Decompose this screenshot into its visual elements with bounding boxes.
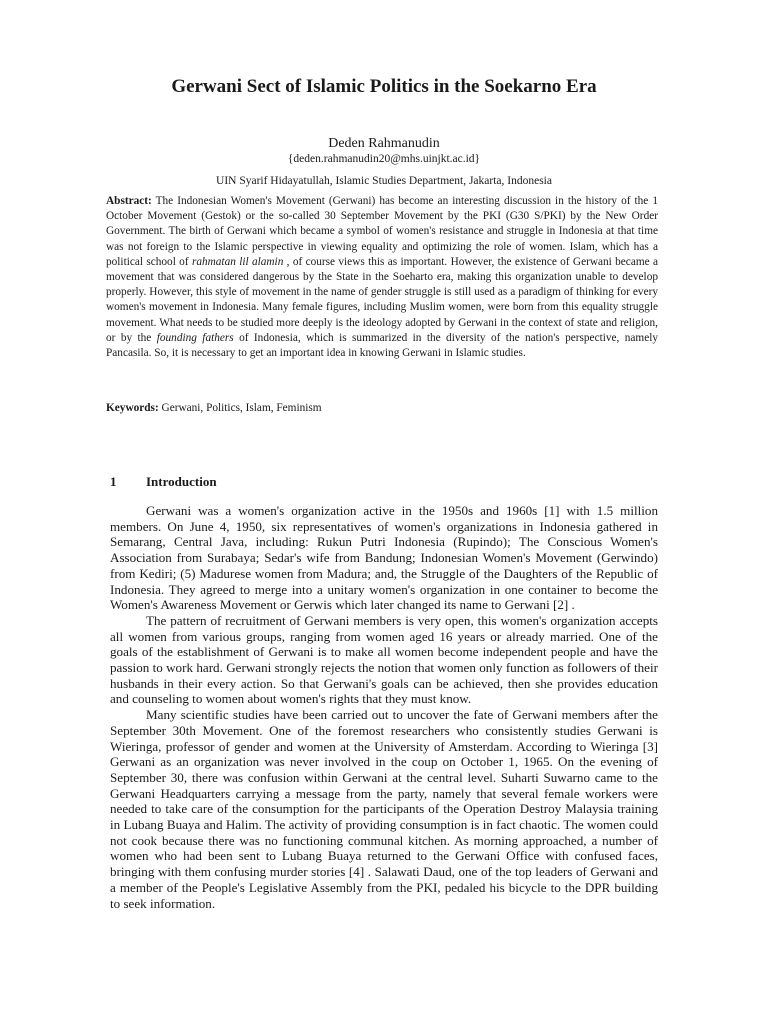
section-title: Introduction <box>146 474 217 489</box>
paragraph: Gerwani was a women's organization active in the 1950s and 1960s [1] with 1.5 million members. On June 4, 1950, six representatives of women's organizations in Indonesia gathered in Semarang, Central Java, including: Rukun Putri Indonesia (Rupindo); The Conscious Women's Association from Surabaya; Sedar's wife from Bandung; Indonesian Women's Movement (Gerwindo) from Kediri; (5) Madurese women from Madura; and, the Struggle of the Daughters of the Republic of Indonesia. They agreed to merge into a unitary women's organization in one container to become the Women's Awareness Movement or Gerwis which later changed its name to Gerwani [2] . <box>110 503 658 613</box>
author-affiliation: UIN Syarif Hidayatullah, Islamic Studies Department, Jakarta, Indonesia <box>216 175 552 187</box>
keywords-text: Gerwani, Politics, Islam, Feminism <box>158 402 322 414</box>
abstract-label: Abstract: <box>106 195 152 207</box>
abstract-text-3: of Indonesia, which is summarized in the diversity of the nation's perspective, namely Pancasila. So, it is necessary to get an important idea in knowing Gerwani in Islamic studies. <box>106 331 659 360</box>
paragraph: The pattern of recruitment of Gerwani members is very open, this women's organization accepts all women from various groups, ranging from women aged 16 years or already married. One of the goals of the establishment of Gerwani is to make all women become independent people and have the passion to work hard. Gerwani strongly rejects the notion that women only function as followers of their husbands in their every action. So that Gerwani's goals can be achieved, then she provides education and counseling to women about women's rights that they must know. <box>110 612 658 707</box>
keywords-label: Keywords: <box>106 402 159 414</box>
section-heading <box>110 474 217 490</box>
author-name: Deden Rahmanudin <box>328 136 440 151</box>
abstract-text-1: The Indonesian Women's Movement (Gerwani) has become an interesting discussion in the history of the 1 October Movement (Gestok) or the so-called 30 September Movement by the PKI (G30 S/PKI) by the New Order Government. The birth of Gerwani which became a symbol of women's resistance and struggle in Indonesia at that time was not foreign to the Islamic perspective in viewing equality and optimizing the role of women. Islam, which has a political school of <box>106 195 658 268</box>
abstract-italic-term-1: rahmatan lil alamin <box>191 255 284 268</box>
body-text <box>110 503 658 911</box>
abstract-text-2: , of course views this as important. However, the existence of Gerwani became a movement that was considered dangerous by the State in the Soeharto era, making this organization unable to develop properly. However, this style of movement in the name of gender struggle is still used as a paradigm of thinking for every women's movement in Indonesia. Many female figures, including Muslim women, were born from this equality struggle movement. What needs to be studied more deeply is the ideology adopted by Gerwani in the context of state and religion, or by the <box>106 255 658 344</box>
section-number: 1 <box>110 474 117 489</box>
keywords <box>106 401 658 416</box>
author-email: {deden.rahmanudin20@mhs.uinjkt.ac.id} <box>287 153 481 165</box>
abstract <box>106 194 658 361</box>
paper-title: Gerwani Sect of Islamic Politics in the Soekarno Era <box>171 76 597 97</box>
paragraph: Many scientific studies have been carried out to uncover the fate of Gerwani members after the September 30th Movement. One of the foremost researchers who consistently studies Gerwani is Wieringa, professor of gender and women at the University of Amsterdam. According to Wieringa [3] Gerwani as an organization was never involved in the coup on October 1, 1965. On the evening of September 30, there was confusion within Gerwani at the central level. Suharti Suwarno came to the Gerwani Headquarters carrying a message from the party, namely that several female workers were needed to take care of the consumption for the participants of the Operation Destroy Malaysia training in Lubang Buaya and Halim. The activity of providing consumption is in fact chaotic. The women could not cook because there was no functioning communal kitchen. As morning approached, a number of women who had been sent to Lubang Buaya returned to the Gerwani Office with confused faces, bringing with them confusing murder stories [4] . Salawati Daud, one of the top leaders of Gerwani and a member of the People's Legislative Assembly from the PKI, pedaled his bicycle to the DPR building to seek information. <box>110 707 658 911</box>
abstract-italic-term-2: founding fathers <box>156 331 234 344</box>
